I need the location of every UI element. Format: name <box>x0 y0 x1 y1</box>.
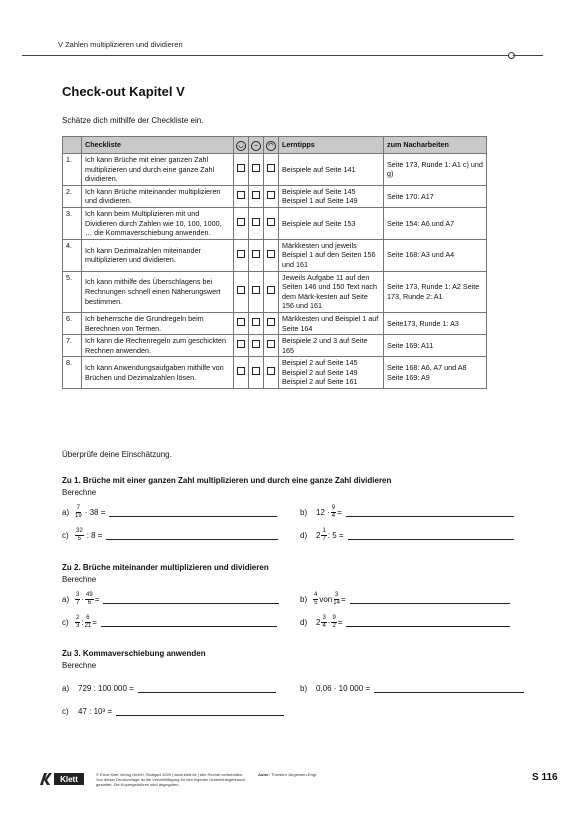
exercise-3c: c) 47 : 10³ = <box>62 707 284 716</box>
fraction: $\frac{3}{7}$ <box>76 592 80 606</box>
exercise-label: b) <box>300 684 308 693</box>
row-tip: Beispiele 2 und 3 auf Seite 165 <box>279 335 384 357</box>
rating-checkbox-smile[interactable] <box>237 218 245 226</box>
answer-line[interactable] <box>109 508 277 517</box>
rating-checkbox-frown[interactable] <box>267 250 275 258</box>
rating-cell-neutral <box>249 357 264 389</box>
section-1-title: Zu 1. Brüche mit einer ganzen Zahl multiplizieren und durch eine ganze Zahl dividieren <box>62 476 392 485</box>
header-tips: Lerntipps <box>279 137 384 154</box>
rating-checkbox-smile[interactable] <box>237 340 245 348</box>
rating-cell-neutral <box>249 185 264 207</box>
row-tip: Beispiel 2 auf Seite 145 Beispiel 2 auf Seite 149 Beispiel 2 auf Seite 161 <box>279 357 384 389</box>
header-rule <box>22 55 542 56</box>
rating-cell-neutral <box>249 271 264 312</box>
rating-checkbox-neutral[interactable] <box>252 218 260 226</box>
rating-checkbox-frown[interactable] <box>267 367 275 375</box>
rating-cell-smile <box>234 312 249 334</box>
exercise-1b: b) 12 · $\frac{9}{4}$ = <box>300 505 514 520</box>
exercise-1c: c) $\frac{32}{5}$ : 8 = <box>62 528 278 543</box>
answer-line[interactable] <box>103 595 279 604</box>
page-number: S 116 <box>532 772 558 783</box>
row-number: 1. <box>63 154 82 186</box>
rating-checkbox-smile[interactable] <box>237 367 245 375</box>
row-statement: Ich kann mithilfe des Überschlagens bei Rechnungen schnell einen Näherungswert bestimmen. <box>82 271 234 312</box>
rating-cell-frown <box>264 185 279 207</box>
row-rework: Seite 173, Runde 1: A1 c) und g) <box>384 154 487 186</box>
row-rework: Seite 154: A6 und A7 <box>384 207 487 239</box>
exercise-2a: a) $\frac{3}{7}$ · $\frac{49}{6}$ = <box>62 592 279 607</box>
row-statement: Ich kann beim Multiplizieren mit und Dividieren durch Zahlen wie 10, 100, 1000, … die Kommaverschiebung anwenden. <box>82 207 234 239</box>
exercise-label: c) <box>62 618 69 627</box>
rating-checkbox-frown[interactable] <box>267 318 275 326</box>
frown-face-icon: ◠ <box>266 141 276 151</box>
exercise-1a: a) $\frac{7}{19}$ · 38 = <box>62 505 277 520</box>
exercise-label: b) <box>300 595 308 604</box>
exercise-label: b) <box>300 508 308 517</box>
row-tip: Beispiele auf Seite 141 <box>279 154 384 186</box>
exercise-label: a) <box>62 595 70 604</box>
row-rework: Seite 168: A6, A7 und A8 Seite 169: A9 <box>384 357 487 389</box>
rating-cell-frown <box>264 271 279 312</box>
row-tip: Märkkesten und Beispiel 1 auf Seite 164 <box>279 312 384 334</box>
section-2-title: Zu 2. Brüche miteinander multiplizieren und dividieren <box>62 563 269 572</box>
section-2-instruction: Berechne <box>62 575 97 584</box>
exercise-label: a) <box>62 508 70 517</box>
exercise-3b: b) 0,06 · 10 000 = <box>300 684 524 693</box>
rating-cell-smile <box>234 357 249 389</box>
fraction: $\frac{49}{6}$ <box>86 592 93 606</box>
row-statement: Ich kann Brüche mit einer ganzen Zahl multiplizieren und durch eine ganze Zahl dividieren. <box>82 154 234 186</box>
svg-text:Klett: Klett <box>60 775 78 784</box>
rating-checkbox-neutral[interactable] <box>252 286 260 294</box>
row-tip: Märkkesten und jeweils Beispiel 1 auf den Seiten 156 und 161 <box>279 239 384 271</box>
chapter-header: V Zahlen multiplizieren und dividieren <box>58 40 183 49</box>
row-number: 2. <box>63 185 82 207</box>
row-number: 3. <box>63 207 82 239</box>
rating-checkbox-smile[interactable] <box>237 191 245 199</box>
rating-checkbox-neutral[interactable] <box>252 367 260 375</box>
rating-checkbox-neutral[interactable] <box>252 191 260 199</box>
exercise-label: c) <box>62 531 69 540</box>
exercise-2b: b) $\frac{4}{5}$ von $\frac{3}{14}$ = <box>300 592 510 607</box>
fraction: $\frac{32}{5}$ <box>76 528 83 542</box>
rating-cell-neutral <box>249 335 264 357</box>
checklist-row <box>63 185 487 207</box>
checklist-row <box>63 239 487 271</box>
header-rule-end <box>513 55 543 56</box>
rating-checkbox-neutral[interactable] <box>252 250 260 258</box>
rating-cell-frown <box>264 154 279 186</box>
fraction: $\frac{4}{5}$ <box>314 592 318 606</box>
row-statement: Ich beherrsche die Grundregeln beim Berechnen von Termen. <box>82 312 234 334</box>
rating-cell-smile <box>234 335 249 357</box>
fraction: $\frac{3}{4}$ <box>322 615 326 629</box>
exercise-label: c) <box>62 707 69 716</box>
fraction: $\frac{2}{3}$ <box>76 615 80 629</box>
exercise-2d: d) 2 $\frac{3}{4}$ · $\frac{9}{2}$ = <box>300 615 510 630</box>
header-frown <box>264 137 279 154</box>
checklist-table <box>62 136 487 389</box>
fraction: $\frac{1}{7}$ <box>322 528 326 542</box>
row-statement: Ich kann die Rechenregeln zum geschickten Rechnen anwenden. <box>82 335 234 357</box>
rating-cell-frown <box>264 357 279 389</box>
rating-cell-smile <box>234 271 249 312</box>
row-rework: Seite 173, Runde 1: A2 Seite 173, Runde 2: A1 <box>384 271 487 312</box>
rating-cell-smile <box>234 185 249 207</box>
header-num <box>63 137 82 154</box>
fraction: $\frac{7}{19}$ <box>75 505 82 519</box>
checklist-row <box>63 357 487 389</box>
row-tip: Beispiele auf Seite 153 <box>279 207 384 239</box>
rating-checkbox-smile[interactable] <box>237 164 245 172</box>
neutral-face-icon: – <box>251 141 261 151</box>
checklist-row <box>63 335 487 357</box>
row-statement: Ich kann Dezimalzahlen miteinander multiplizieren und dividieren. <box>82 239 234 271</box>
answer-line[interactable] <box>374 684 524 693</box>
row-rework: Seite 168: A3 und A4 <box>384 239 487 271</box>
answer-line[interactable] <box>101 618 277 627</box>
rating-cell-neutral <box>249 207 264 239</box>
exercise-label: d) <box>300 618 308 627</box>
row-statement: Ich kann Brüche miteinander multiplizieren und dividieren. <box>82 185 234 207</box>
rating-checkbox-frown[interactable] <box>267 218 275 226</box>
exercise-label: d) <box>300 531 308 540</box>
row-number: 4. <box>63 239 82 271</box>
rating-checkbox-neutral[interactable] <box>252 340 260 348</box>
rating-cell-neutral <box>249 239 264 271</box>
checklist-row <box>63 154 487 186</box>
answer-line[interactable] <box>346 508 514 517</box>
checklist-header-row <box>63 137 487 154</box>
rating-cell-frown <box>264 239 279 271</box>
rating-cell-frown <box>264 312 279 334</box>
row-number: 6. <box>63 312 82 334</box>
copyright-text: © Ernst Klett Verlag GmbH, Stuttgart 2020 | www.klett.de | Alle Rechte vorbehalten. Von dieser Druckvorlage ist die Vervielfältigung für den eigenen Unterrichtsgebrauch gestattet. Die Kopiergebühren sind abgegolten. <box>96 772 246 787</box>
row-rework: Seite 170: A17 <box>384 185 487 207</box>
fraction: $\frac{9}{2}$ <box>332 615 336 629</box>
answer-line[interactable] <box>138 684 276 693</box>
rating-cell-smile <box>234 154 249 186</box>
rating-cell-smile <box>234 207 249 239</box>
exercise-label: a) <box>62 684 70 693</box>
answer-line[interactable] <box>106 531 278 540</box>
exercise-1d: d) 2 $\frac{1}{7}$ : 5 = <box>300 528 514 543</box>
exercise-3a: a) 729 : 100 000 = <box>62 684 276 693</box>
rating-checkbox-neutral[interactable] <box>252 318 260 326</box>
row-tip: Beispiele auf Seite 145 Beispiel 1 auf Seite 149 <box>279 185 384 207</box>
rating-checkbox-smile[interactable] <box>237 250 245 258</box>
row-number: 7. <box>63 335 82 357</box>
section-3-instruction: Berechne <box>62 661 97 670</box>
row-tip: Jeweils Aufgabe 11 auf den Seiten 146 und 150 Text nach dem Märk-kesten auf Seite 156 und 161 <box>279 271 384 312</box>
checklist-row <box>63 312 487 334</box>
review-instruction: Überprüfe deine Einschätzung. <box>62 450 172 459</box>
section-3-title: Zu 3. Kommaverschiebung anwenden <box>62 649 206 658</box>
page-title: Check-out Kapitel V <box>62 84 185 99</box>
checklist-row <box>63 207 487 239</box>
intro-text: Schätze dich mithilfe der Checkliste ein. <box>62 116 204 125</box>
checklist-row <box>63 271 487 312</box>
rating-checkbox-smile[interactable] <box>237 286 245 294</box>
klett-logo <box>40 772 86 786</box>
fraction: $\frac{6}{21}$ <box>84 615 92 629</box>
rating-checkbox-frown[interactable] <box>267 164 275 172</box>
rating-cell-frown <box>264 207 279 239</box>
answer-line[interactable] <box>346 618 510 627</box>
header-checklist: Checkliste <box>82 137 234 154</box>
fraction: $\frac{9}{4}$ <box>331 505 336 519</box>
answer-line[interactable] <box>116 707 284 716</box>
rating-cell-neutral <box>249 154 264 186</box>
exercise-2c: c) $\frac{2}{3}$ : $\frac{6}{21}$ = <box>62 615 277 630</box>
rating-checkbox-frown[interactable] <box>267 286 275 294</box>
rating-checkbox-frown[interactable] <box>267 191 275 199</box>
author-credit: Autor: Thorsten Jürgensen-Engl <box>258 772 316 777</box>
rating-checkbox-neutral[interactable] <box>252 164 260 172</box>
row-statement: Ich kann Anwendungsaufgaben mithilfe von Brüchen und Dezimalzahlen lösen. <box>82 357 234 389</box>
rating-cell-frown <box>264 335 279 357</box>
header-rework: zum Nacharbeiten <box>384 137 487 154</box>
header-smile <box>234 137 249 154</box>
fraction: $\frac{3}{14}$ <box>333 592 340 606</box>
answer-line[interactable] <box>348 531 514 540</box>
smile-face-icon: ◡ <box>236 141 246 151</box>
row-rework: Seite173, Runde 1: A3 <box>384 312 487 334</box>
rating-checkbox-frown[interactable] <box>267 340 275 348</box>
rating-checkbox-smile[interactable] <box>237 318 245 326</box>
header-neutral <box>249 137 264 154</box>
row-number: 8. <box>63 357 82 389</box>
answer-line[interactable] <box>350 595 510 604</box>
section-1-instruction: Berechne <box>62 488 97 497</box>
row-rework: Seite 169: A11 <box>384 335 487 357</box>
row-number: 5. <box>63 271 82 312</box>
rating-cell-smile <box>234 239 249 271</box>
rating-cell-neutral <box>249 312 264 334</box>
